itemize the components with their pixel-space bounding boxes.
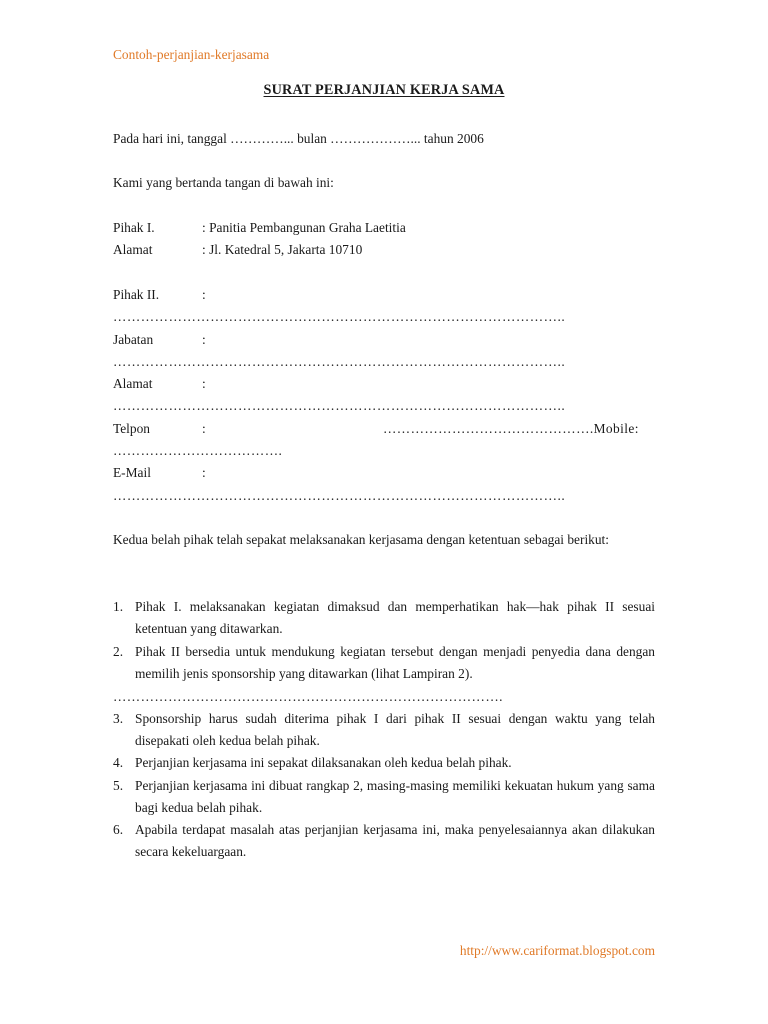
party2-phone-separator: : — [202, 421, 206, 436]
party2-name-separator: : — [202, 287, 206, 302]
list-item — [113, 596, 655, 640]
document-title — [0, 82, 768, 99]
list-item-text: Perjanjian kerjasama ini sepakat dilaksanakan oleh kedua belah pihak. — [135, 755, 512, 770]
party1-label: Pihak I. — [113, 220, 155, 235]
list-item — [113, 775, 655, 819]
list-item-text: Perjanjian kerjasama ini dibuat rangkap 2, masing-masing memiliki kekuatan hukum yang sama bagi kedua belah pihak. — [135, 778, 655, 815]
party2-phone-mobile-fill: ……………………………………….Mobile: — [383, 421, 639, 436]
party2-position-separator: : — [202, 332, 206, 347]
list-item-number: 4. — [113, 755, 124, 770]
party2-position-label: Jabatan — [113, 332, 154, 347]
header-note: Contoh-perjanjian-kerjasama — [113, 47, 270, 62]
party2-address-fill: …………………………………………………………………………………….. — [113, 398, 566, 413]
party1-address-label: Alamat — [113, 242, 153, 257]
party2-address-label: Alamat — [113, 376, 153, 391]
party2-email-label: E-Mail — [113, 465, 151, 480]
list-item — [113, 708, 655, 752]
list-item-text: Pihak II bersedia untuk mendukung kegiatan tersebut dengan menjadi penyedia dana dengan memilih jenis sponsorship yang ditawarkan (lihat Lampiran 2). — [135, 644, 655, 681]
party2-mobile-fill-cont: ………………………………. — [113, 443, 283, 458]
list-item-number: 2. — [113, 644, 124, 659]
list-item-text: Sponsorship harus sudah diterima pihak I dari pihak II sesuai dengan waktu yang telah disepakati oleh kedua belah pihak. — [135, 711, 655, 748]
list-item — [113, 752, 655, 774]
list-item-text: Pihak I. melaksanakan kegiatan dimaksud dan memperhatikan hak—hak pihak II sesuai ketentuan yang ditawarkan. — [135, 599, 655, 636]
party1-address-value: : Jl. Katedral 5, Jakarta 10710 — [202, 242, 363, 257]
list-item-number: 1. — [113, 599, 124, 614]
party2-name-label: Pihak II. — [113, 287, 160, 302]
list-item-number: 6. — [113, 822, 124, 837]
party2-email-separator: : — [202, 465, 206, 480]
signers-line: Kami yang bertanda tangan di bawah ini: — [113, 175, 334, 190]
list-item-number: 3. — [113, 711, 124, 726]
footer-link[interactable]: http://www.cariformat.blogspot.com — [459, 943, 655, 958]
party2-name-fill: …………………………………………………………………………………….. — [113, 309, 566, 324]
party2-address-separator: : — [202, 376, 206, 391]
party2-email-fill: …………………………………………………………………………………….. — [113, 488, 566, 503]
list-item-text: Apabila terdapat masalah atas perjanjian kerjasama ini, maka penyelesaiannya akan dilakukan secara kekeluargaan. — [135, 822, 655, 859]
list-item-number: 5. — [113, 778, 124, 793]
agreement-intro: Kedua belah pihak telah sepakat melaksanakan kerjasama dengan ketentuan sebagai berikut: — [113, 532, 609, 547]
date-line: Pada hari ini, tanggal …………... bulan ………………... tahun 2006 — [113, 131, 484, 146]
list-item — [113, 819, 655, 863]
item2-dotted-fill: …………………………………………………………………………. — [113, 689, 503, 704]
list-item — [113, 641, 655, 685]
document-title-text: SURAT PERJANJIAN KERJA SAMA — [263, 82, 505, 98]
party2-position-fill: …………………………………………………………………………………….. — [113, 354, 566, 369]
party2-phone-label: Telpon — [113, 421, 150, 436]
party1-value: : Panitia Pembangunan Graha Laetitia — [202, 220, 406, 235]
